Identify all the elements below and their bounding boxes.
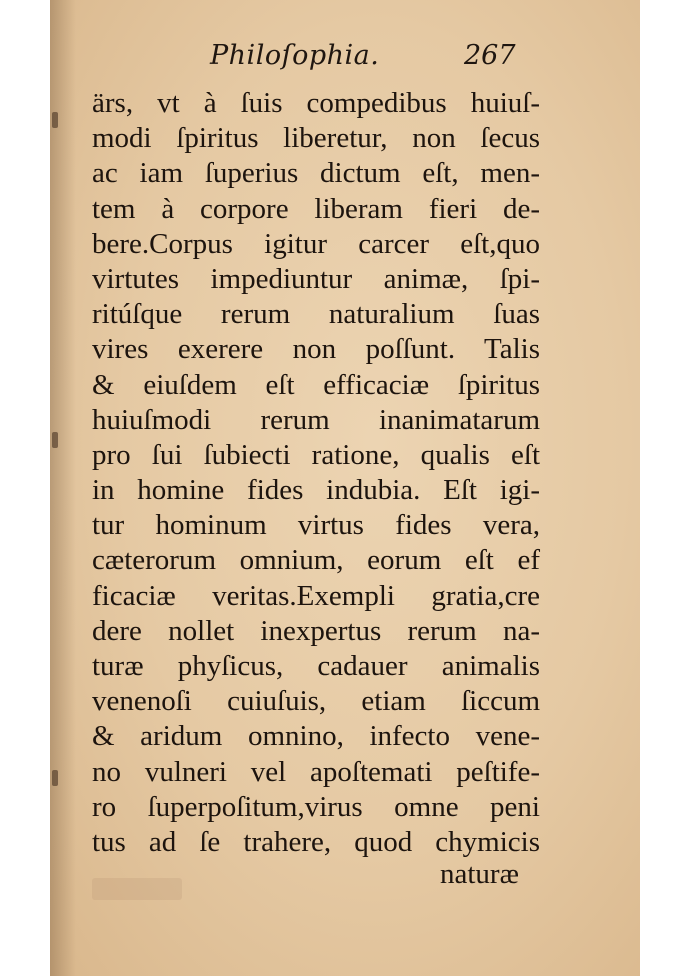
text-line: turæ phyſicus, cadauer animalis (92, 650, 540, 682)
offset-print-smudge (92, 878, 182, 900)
text-line: tur hominum virtus fides vera, (92, 509, 540, 542)
binding-thread-mark (52, 112, 58, 128)
text-line: & eiuſdem eſt efficaciæ ſpiritus (92, 368, 540, 401)
running-head: Philoſophia. (210, 40, 380, 71)
text-line: tus ad ſe trahere, quod chymicis (92, 825, 540, 858)
text-line: modi ſpiritus liberetur, non ſecus (92, 122, 540, 155)
text-line: dere nollet inexpertus rerum na- (92, 614, 540, 647)
catchword: naturæ (440, 858, 519, 890)
text-line: virtutes impediuntur animæ, ſpi- (92, 262, 540, 295)
text-line: venenoſi cuiuſuis, etiam ſiccum (92, 685, 540, 718)
body-text (92, 86, 540, 860)
binding-thread-mark (52, 432, 58, 448)
gutter-shadow (50, 0, 76, 976)
text-line: tem à corpore liberam fieri de- (92, 192, 540, 225)
text-line: & aridum omnino, infecto vene- (92, 720, 540, 753)
text-line: in homine fides indubia. Eſt igi- (92, 474, 540, 507)
binding-thread-mark (52, 770, 58, 786)
text-line: ac iam ſuperius dictum eſt, men- (92, 157, 540, 190)
text-line: ficaciæ veritas.Exempli gratia,cre (92, 579, 540, 612)
text-line: vires exerere non poſſunt. Talis (92, 333, 540, 366)
text-line: huiuſmodi rerum inanimatarum (92, 403, 540, 436)
text-line: ritúſque rerum naturalium ſuas (92, 298, 540, 331)
page-number: 267 (464, 40, 516, 71)
text-line: bere.Corpus igitur carcer eſt,quo (92, 227, 540, 260)
text-line: ärs, vt à ſuis compedibus huiuſ- (92, 87, 540, 119)
text-line: no vulneri vel apoſtemati peſtife- (92, 755, 540, 788)
text-line: pro ſui ſubiecti ratione, qualis eſt (92, 438, 540, 471)
text-line: ro ſuperpoſitum,virus omne peni (92, 790, 540, 823)
text-line: cæterorum omnium, eorum eſt ef (92, 544, 540, 577)
